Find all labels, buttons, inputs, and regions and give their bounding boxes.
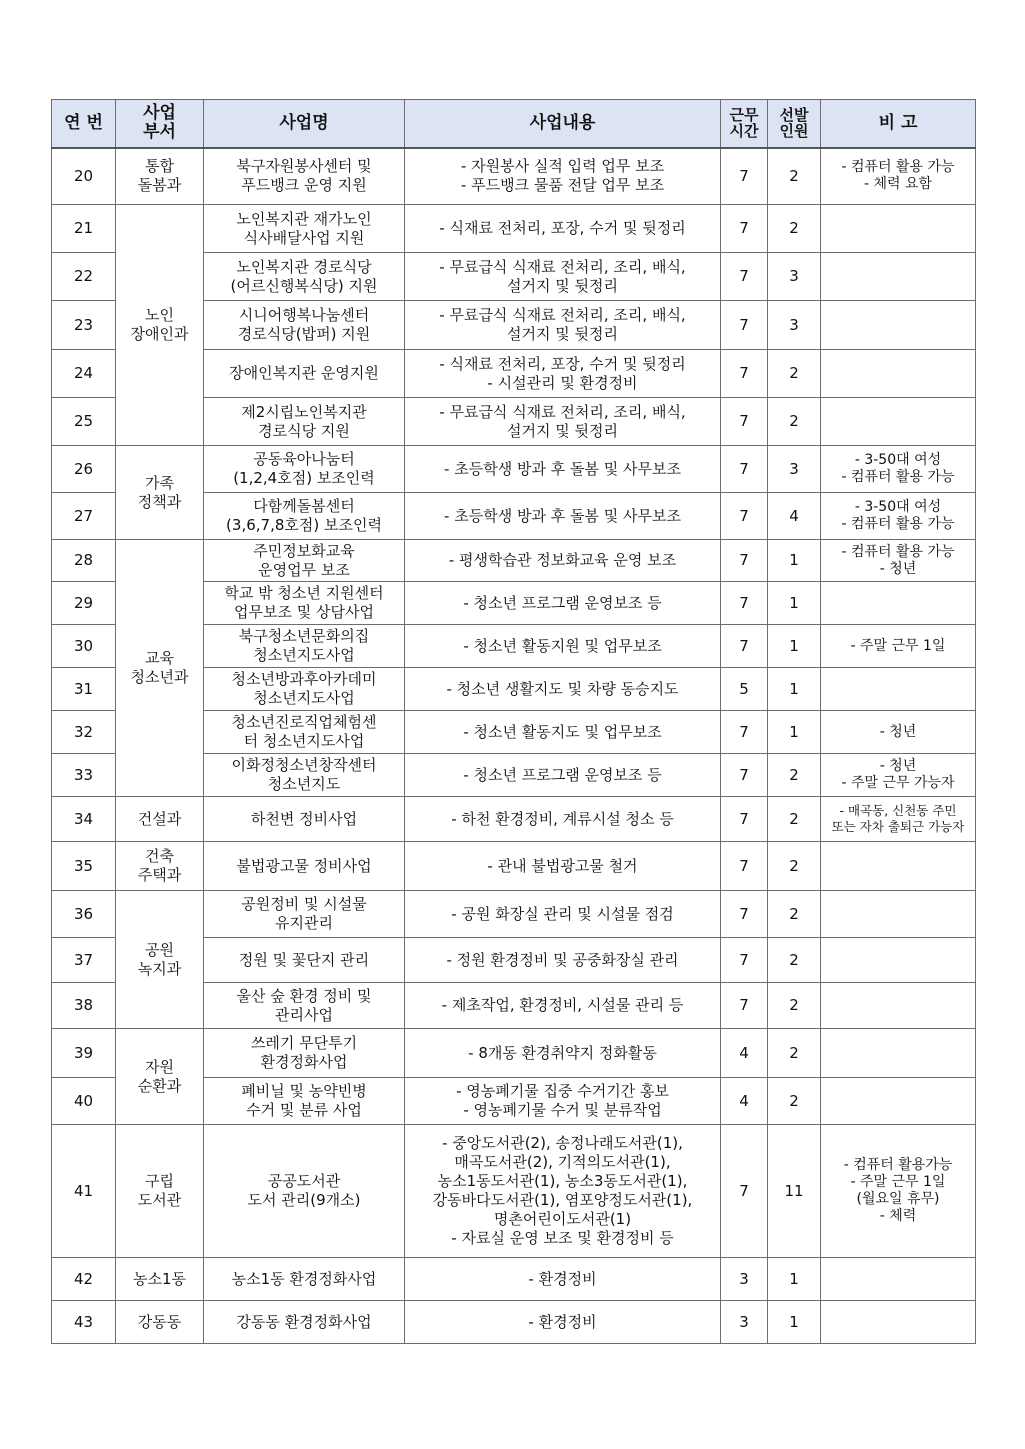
department-label-line: 청소년과 — [130, 668, 189, 686]
program-name — [204, 754, 405, 797]
program-name-line: (1,2,4호점) 보조인력 — [233, 469, 375, 487]
content-line: - 청소년 프로그램 운영보조 등 — [463, 593, 662, 612]
program-name-line: 유지관리 — [275, 914, 333, 932]
work-hours: 7 — [721, 582, 768, 625]
table-row — [52, 797, 976, 842]
program-content — [405, 350, 721, 398]
row-number: 36 — [52, 891, 116, 938]
header-hours — [721, 100, 768, 148]
program-name — [204, 1078, 405, 1125]
content-line: - 영농폐기물 수거 및 분류작업 — [463, 1101, 662, 1119]
content-line: 설거지 및 뒷정리 — [507, 276, 618, 295]
table-row — [52, 148, 976, 205]
program-content — [405, 540, 721, 582]
department-label-line: 공원 — [145, 940, 174, 959]
remark-line: (월요일 휴무) — [856, 1191, 940, 1207]
program-name-line: 장애인복지관 운영지원 — [229, 364, 379, 382]
program-name — [204, 625, 405, 668]
work-hours: 7 — [721, 398, 768, 446]
department-label-line: 강동동 — [137, 1312, 182, 1331]
program-name-line: 공원정비 및 시설물 — [241, 895, 367, 913]
department-cell — [116, 1301, 204, 1344]
program-content — [405, 711, 721, 754]
program-name — [204, 493, 405, 540]
table-row — [52, 1258, 976, 1301]
table-row — [52, 205, 976, 253]
program-name-line: 경로식당(밥퍼) 지원 — [237, 325, 371, 343]
header-name: 사업명 — [204, 100, 405, 148]
remarks — [821, 205, 976, 253]
remarks — [821, 253, 976, 301]
row-number: 20 — [52, 148, 116, 205]
content-line: - 청소년 프로그램 운영보조 등 — [463, 765, 662, 784]
row-number: 32 — [52, 711, 116, 754]
remark-line: - 주말 근무 가능자 — [841, 775, 955, 791]
row-number: 23 — [52, 301, 116, 350]
program-name-line: 공공도서관 — [267, 1172, 341, 1190]
row-number: 39 — [52, 1029, 116, 1078]
recruit-count: 2 — [768, 797, 821, 842]
department-label-line: 돌봄과 — [137, 176, 182, 195]
content-line: - 푸드뱅크 물품 전달 업무 보조 — [460, 176, 665, 195]
content-line: - 무료급식 식재료 전처리, 조리, 배식, — [439, 257, 686, 276]
program-name — [204, 711, 405, 754]
remarks — [821, 625, 976, 668]
remark-line: - 청년 — [879, 758, 917, 774]
remark-line: - 컴퓨터 활용 가능 — [841, 543, 955, 560]
content-line: - 초등학생 방과 후 돌봄 및 사무보조 — [444, 459, 681, 478]
program-name — [204, 1125, 405, 1258]
recruit-count: 1 — [768, 1258, 821, 1301]
row-number: 35 — [52, 842, 116, 891]
program-name-line: 울산 숲 환경 정비 및 — [236, 986, 372, 1005]
row-number: 28 — [52, 540, 116, 582]
recruit-count: 3 — [768, 253, 821, 301]
program-table — [51, 99, 976, 1344]
department-label-line: 정책과 — [137, 492, 182, 511]
recruit-count: 2 — [768, 1029, 821, 1078]
program-name — [204, 446, 405, 493]
program-name-line: 청소년지도 — [267, 775, 341, 793]
remarks — [821, 1125, 976, 1258]
program-name-line: 불법광고물 정비사업 — [236, 856, 372, 875]
content-line: 농소1동도서관(1), 농소3동도서관(1), — [437, 1172, 688, 1190]
row-number: 38 — [52, 983, 116, 1029]
work-hours: 7 — [721, 625, 768, 668]
program-name — [204, 301, 405, 350]
content-line: 강동바다도서관(1), 염포양정도서관(1), — [432, 1191, 693, 1209]
remarks — [821, 148, 976, 205]
row-number: 43 — [52, 1301, 116, 1344]
program-name-line: 식사배달사업 지원 — [243, 228, 365, 247]
header-people — [768, 100, 821, 148]
header-dept-line: 사업 — [143, 103, 176, 124]
recruit-count: 2 — [768, 205, 821, 253]
header-note: 비 고 — [821, 100, 976, 148]
program-name-line: 정원 및 꽃단지 관리 — [238, 950, 370, 969]
header-hours-line: 시간 — [729, 122, 759, 141]
program-name — [204, 205, 405, 253]
program-name-line: 청소년진로직업체험센 — [231, 713, 377, 731]
program-name — [204, 1258, 405, 1301]
remark-line: 또는 자차 출퇴근 가능자 — [831, 819, 965, 834]
department-cell — [116, 797, 204, 842]
program-name-line: 공동육아나눔터 — [253, 450, 355, 468]
program-name — [204, 668, 405, 711]
work-hours: 3 — [721, 1301, 768, 1344]
work-hours: 3 — [721, 1258, 768, 1301]
program-name-line: 강동동 환경정화사업 — [236, 1312, 372, 1331]
department-label-line: 가족 — [145, 473, 174, 492]
content-line: - 자원봉사 실적 입력 업무 보조 — [460, 157, 665, 176]
program-name-line: 청소년방과후아카데미 — [231, 670, 377, 688]
program-name-line: 노인복지관 재가노인 — [236, 209, 372, 228]
program-name — [204, 1301, 405, 1344]
program-content — [405, 148, 721, 205]
recruit-count: 3 — [768, 301, 821, 350]
department-label-line: 자원 — [145, 1057, 174, 1076]
row-number: 30 — [52, 625, 116, 668]
program-name-line: 터 청소년지도사업 — [243, 732, 365, 750]
content-line: 설거지 및 뒷정리 — [507, 421, 618, 440]
content-line: - 평생학습관 정보화교육 운영 보조 — [448, 551, 677, 569]
remarks — [821, 711, 976, 754]
program-content — [405, 301, 721, 350]
program-content — [405, 668, 721, 711]
remarks — [821, 754, 976, 797]
program-content — [405, 797, 721, 842]
remarks — [821, 938, 976, 983]
table-header-row — [52, 100, 976, 148]
recruit-count: 1 — [768, 625, 821, 668]
program-name-line: 학교 밖 청소년 지원센터 — [224, 584, 384, 602]
program-content — [405, 1029, 721, 1078]
program-name-line: 시니어행복나눔센터 — [238, 306, 370, 324]
header-hours-line: 근무 — [729, 106, 759, 125]
header-people-line: 선발 — [779, 106, 809, 125]
remark-line: - 3-50대 여성 — [854, 499, 942, 515]
program-name-line: 이화정청소년창작센터 — [231, 756, 377, 774]
row-number: 34 — [52, 797, 116, 842]
program-name-line: 수거 및 분류 사업 — [246, 1101, 362, 1119]
content-line: - 식재료 전처리, 포장, 수거 및 뒷정리 — [439, 354, 686, 373]
header-people-line: 인원 — [779, 122, 809, 141]
work-hours: 7 — [721, 205, 768, 253]
program-content — [405, 1078, 721, 1125]
remarks — [821, 540, 976, 582]
remarks — [821, 1301, 976, 1344]
program-name-line: 농소1동 환경정화사업 — [231, 1269, 377, 1288]
content-line: - 청소년 생활지도 및 차량 동승지도 — [446, 679, 679, 698]
table-body — [52, 148, 976, 1344]
remarks — [821, 891, 976, 938]
row-number: 31 — [52, 668, 116, 711]
program-name — [204, 540, 405, 582]
work-hours: 4 — [721, 1078, 768, 1125]
content-line: - 하천 환경정비, 계류시설 청소 등 — [451, 809, 674, 828]
recruit-count: 2 — [768, 842, 821, 891]
work-hours: 7 — [721, 301, 768, 350]
row-number: 27 — [52, 493, 116, 540]
recruit-count: 1 — [768, 582, 821, 625]
recruit-count: 2 — [768, 891, 821, 938]
content-line: 명촌어린이도서관(1) — [493, 1210, 632, 1228]
remarks — [821, 582, 976, 625]
recruit-count: 2 — [768, 398, 821, 446]
program-name-line: 노인복지관 경로식당 — [236, 257, 372, 276]
remarks — [821, 493, 976, 540]
content-line: - 영농폐기물 집중 수거기간 홍보 — [456, 1082, 669, 1100]
row-number: 33 — [52, 754, 116, 797]
program-content — [405, 1301, 721, 1344]
program-name-line: 푸드뱅크 운영 지원 — [241, 176, 367, 195]
program-content — [405, 446, 721, 493]
table-row — [52, 540, 976, 582]
remarks — [821, 668, 976, 711]
program-name-line: 북구청소년문화의집 — [238, 627, 370, 645]
program-name-line: 청소년지도사업 — [253, 689, 355, 707]
recruit-count: 2 — [768, 148, 821, 205]
work-hours: 7 — [721, 540, 768, 582]
program-content — [405, 842, 721, 891]
remarks — [821, 1029, 976, 1078]
department-label-line: 노인 — [145, 306, 174, 324]
department-label-line: 건설과 — [137, 809, 182, 828]
content-line: - 환경정비 — [528, 1312, 597, 1331]
content-line: - 청소년 활동지원 및 업무보조 — [463, 636, 662, 655]
department-label-line: 구립 — [145, 1172, 174, 1190]
remark-line: - 주말 근무 1일 — [850, 1174, 946, 1190]
recruit-count: 3 — [768, 446, 821, 493]
content-line: - 환경정비 — [528, 1269, 597, 1288]
remark-line: - 컴퓨터 활용 가능 — [841, 469, 955, 485]
recruit-count: 1 — [768, 711, 821, 754]
row-number: 26 — [52, 446, 116, 493]
recruit-count: 2 — [768, 1078, 821, 1125]
program-name-line: 다함께돌봄센터 — [253, 497, 355, 515]
content-line: - 공원 화장실 관리 및 시설물 점검 — [451, 904, 674, 923]
row-number: 40 — [52, 1078, 116, 1125]
table-row — [52, 842, 976, 891]
header-no: 연 번 — [52, 100, 116, 148]
content-line: - 제초작업, 환경정비, 시설물 관리 등 — [441, 996, 684, 1014]
department-cell — [116, 446, 204, 540]
program-name-line: 쓰레기 무단투기 — [250, 1034, 358, 1052]
department-label-line: 건축 — [145, 847, 174, 865]
remarks — [821, 797, 976, 842]
program-name-line: 도서 관리(9개소) — [247, 1191, 361, 1209]
department-cell — [116, 1029, 204, 1125]
recruit-count: 11 — [768, 1125, 821, 1258]
program-name-line: 하천변 정비사업 — [250, 809, 358, 828]
table-row — [52, 891, 976, 938]
program-name-line: 주민정보화교육 — [253, 541, 355, 560]
row-number: 42 — [52, 1258, 116, 1301]
program-name — [204, 582, 405, 625]
remarks — [821, 1258, 976, 1301]
department-label-line: 주택과 — [137, 866, 182, 884]
table-row — [52, 1125, 976, 1258]
remarks — [821, 301, 976, 350]
remarks — [821, 842, 976, 891]
department-cell — [116, 205, 204, 446]
row-number: 25 — [52, 398, 116, 446]
recruit-count: 2 — [768, 938, 821, 983]
program-content — [405, 205, 721, 253]
department-cell — [116, 1258, 204, 1301]
header-dept — [116, 100, 204, 148]
work-hours: 5 — [721, 668, 768, 711]
remarks — [821, 446, 976, 493]
row-number: 37 — [52, 938, 116, 983]
remarks — [821, 398, 976, 446]
work-hours: 7 — [721, 493, 768, 540]
content-line: - 정원 환경정비 및 공중화장실 관리 — [446, 950, 679, 969]
program-content — [405, 1258, 721, 1301]
program-name — [204, 253, 405, 301]
row-number: 41 — [52, 1125, 116, 1258]
work-hours: 7 — [721, 891, 768, 938]
program-content — [405, 938, 721, 983]
program-name — [204, 983, 405, 1029]
work-hours: 7 — [721, 711, 768, 754]
content-line: - 8개동 환경취약지 정화활동 — [468, 1043, 657, 1062]
remarks — [821, 983, 976, 1029]
content-line: - 중앙도서관(2), 송정나래도서관(1), — [442, 1134, 683, 1152]
row-number: 29 — [52, 582, 116, 625]
work-hours: 7 — [721, 1125, 768, 1258]
remark-line: - 매곡동, 신천동 주민 — [839, 803, 957, 818]
remarks — [821, 350, 976, 398]
program-name-line: 경로식당 지원 — [258, 421, 350, 440]
content-line: - 무료급식 식재료 전처리, 조리, 배식, — [439, 306, 686, 324]
work-hours: 7 — [721, 446, 768, 493]
program-content — [405, 1125, 721, 1258]
program-name — [204, 797, 405, 842]
content-line: - 시설관리 및 환경정비 — [487, 373, 638, 392]
department-cell — [116, 891, 204, 1029]
department-label-line: 농소1동 — [132, 1269, 186, 1288]
content-line: - 무료급식 식재료 전처리, 조리, 배식, — [439, 402, 686, 421]
program-name-line: 북구자원봉사센터 및 — [236, 157, 372, 176]
remark-line: - 청년 — [879, 560, 917, 577]
work-hours: 4 — [721, 1029, 768, 1078]
remark-line: - 컴퓨터 활용 가능 — [841, 516, 955, 532]
remark-line: - 3-50대 여성 — [854, 452, 942, 468]
remark-line: - 주말 근무 1일 — [850, 637, 946, 654]
department-label-line: 통합 — [145, 157, 174, 176]
work-hours: 7 — [721, 938, 768, 983]
program-name — [204, 842, 405, 891]
program-name-line: 업무보조 및 상담사업 — [234, 603, 374, 621]
content-line: 매곡도서관(2), 기적의도서관(1), — [454, 1153, 671, 1171]
remark-line: - 체력 요함 — [863, 176, 933, 193]
content-line: - 식재료 전처리, 포장, 수거 및 뒷정리 — [439, 219, 686, 237]
program-name-line: 환경정화사업 — [260, 1053, 348, 1071]
table-row — [52, 446, 976, 493]
program-name — [204, 398, 405, 446]
program-content — [405, 253, 721, 301]
department-cell — [116, 148, 204, 205]
program-name — [204, 891, 405, 938]
program-name — [204, 350, 405, 398]
program-content — [405, 625, 721, 668]
work-hours: 7 — [721, 754, 768, 797]
department-cell — [116, 540, 204, 797]
program-content — [405, 891, 721, 938]
department-label-line: 도서관 — [137, 1191, 182, 1209]
program-content — [405, 582, 721, 625]
row-number: 22 — [52, 253, 116, 301]
content-line: - 관내 불법광고물 철거 — [487, 856, 638, 875]
program-content — [405, 983, 721, 1029]
program-name-line: 운영업무 보조 — [258, 560, 350, 579]
content-line: - 청소년 활동지도 및 업무보조 — [463, 722, 662, 741]
remark-line: - 체력 — [879, 1208, 917, 1224]
program-content — [405, 754, 721, 797]
department-label-line: 교육 — [145, 649, 174, 667]
remarks — [821, 1078, 976, 1125]
department-cell — [116, 1125, 204, 1258]
program-name-line: (어르신행복식당) 지원 — [230, 276, 378, 295]
program-name — [204, 938, 405, 983]
header-content: 사업내용 — [405, 100, 721, 148]
row-number: 24 — [52, 350, 116, 398]
content-line: 설거지 및 뒷정리 — [507, 325, 618, 343]
work-hours: 7 — [721, 797, 768, 842]
recruit-count: 1 — [768, 540, 821, 582]
recruit-count: 4 — [768, 493, 821, 540]
table-row — [52, 1301, 976, 1344]
content-line: - 자료실 운영 보조 및 환경정비 등 — [451, 1229, 674, 1247]
recruit-count: 1 — [768, 1301, 821, 1344]
work-hours: 7 — [721, 253, 768, 301]
work-hours: 7 — [721, 148, 768, 205]
department-cell — [116, 842, 204, 891]
program-name — [204, 148, 405, 205]
content-line: - 초등학생 방과 후 돌봄 및 사무보조 — [444, 506, 681, 525]
department-label-line: 순환과 — [137, 1076, 182, 1095]
remark-line: - 컴퓨터 활용가능 — [843, 1157, 953, 1173]
recruit-count: 1 — [768, 668, 821, 711]
work-hours: 7 — [721, 350, 768, 398]
remark-line: - 컴퓨터 활용 가능 — [841, 159, 955, 176]
header-dept-line: 부서 — [143, 122, 176, 143]
program-name-line: 제2시립노인복지관 — [241, 402, 367, 421]
program-name — [204, 1029, 405, 1078]
department-label-line: 장애인과 — [130, 325, 189, 343]
program-content — [405, 398, 721, 446]
program-name-line: 관리사업 — [275, 1005, 333, 1024]
row-number: 21 — [52, 205, 116, 253]
department-label-line: 녹지과 — [137, 959, 182, 978]
table-row — [52, 1029, 976, 1078]
remark-line: - 청년 — [879, 723, 917, 740]
program-name-line: 폐비닐 및 농약빈병 — [241, 1082, 367, 1100]
recruit-count: 2 — [768, 754, 821, 797]
recruit-count: 2 — [768, 350, 821, 398]
program-name-line: 청소년지도사업 — [253, 646, 355, 664]
work-hours: 7 — [721, 983, 768, 1029]
work-hours: 7 — [721, 842, 768, 891]
recruit-count: 2 — [768, 983, 821, 1029]
program-name-line: (3,6,7,8호점) 보조인력 — [226, 516, 382, 534]
program-content — [405, 493, 721, 540]
